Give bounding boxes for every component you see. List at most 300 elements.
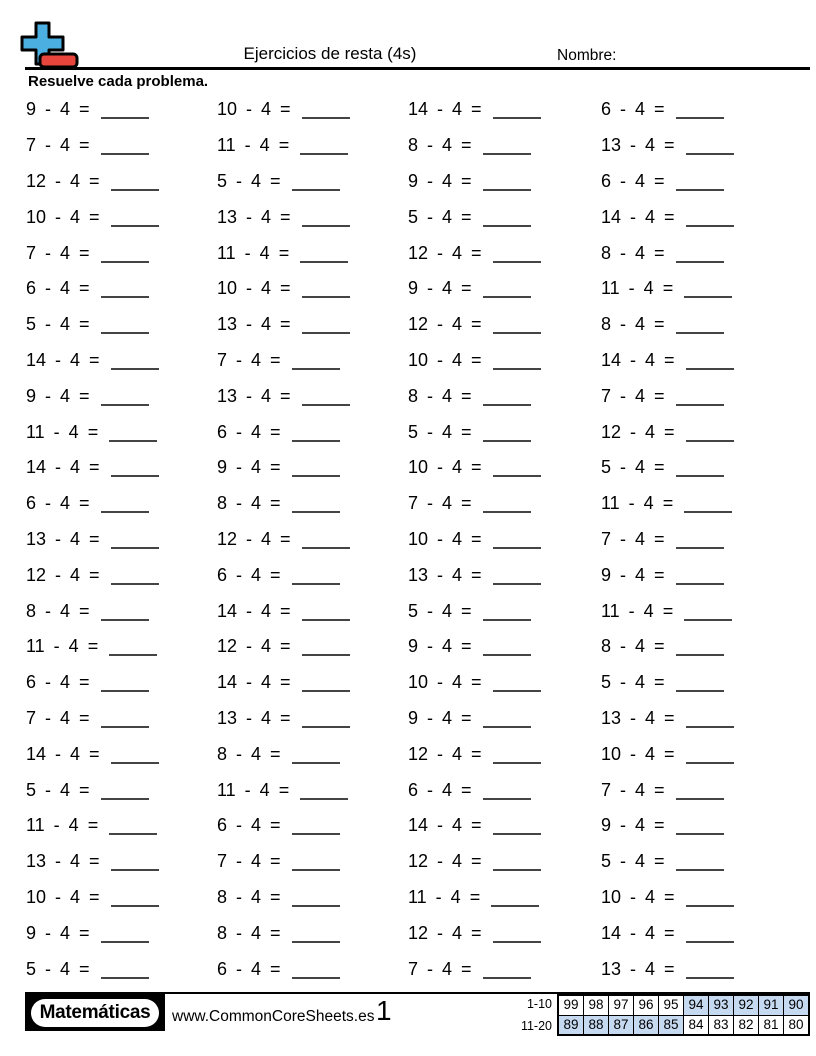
- score-cell: 88: [584, 1016, 609, 1035]
- problem-expression: 13 - 4 =: [217, 206, 291, 227]
- answer-blank[interactable]: [483, 654, 531, 656]
- answer-blank[interactable]: [302, 296, 350, 298]
- brand-logo: Matemáticas: [31, 999, 160, 1027]
- problem: [26, 601, 217, 622]
- answer-blank[interactable]: [300, 261, 348, 263]
- problem-expression: 5 - 4 =: [26, 779, 90, 800]
- problem-expression: 8 - 4 =: [217, 886, 281, 907]
- answer-blank[interactable]: [686, 153, 734, 155]
- answer-blank[interactable]: [101, 798, 149, 800]
- problem-expression: 8 - 4 =: [601, 242, 665, 263]
- score-table: [521, 994, 810, 1036]
- problem-expression: 5 - 4 =: [26, 314, 90, 335]
- problem-expression: 13 - 4 =: [601, 707, 675, 728]
- problem: [26, 780, 217, 801]
- problem-expression: 7 - 4 =: [217, 851, 281, 872]
- score-cell: 95: [659, 996, 684, 1016]
- answer-blank[interactable]: [493, 117, 541, 119]
- answer-blank[interactable]: [111, 905, 159, 907]
- problem-expression: 14 - 4 =: [26, 349, 100, 370]
- problem: [601, 350, 790, 371]
- problem: [26, 708, 217, 729]
- problem: [601, 636, 790, 657]
- score-cell: 91: [759, 996, 784, 1016]
- answer-blank[interactable]: [101, 117, 149, 119]
- problem-expression: 5 - 4 =: [217, 170, 281, 191]
- header-rule: [25, 67, 810, 70]
- answer-blank[interactable]: [109, 654, 157, 656]
- answer-blank[interactable]: [101, 690, 149, 692]
- problem: [408, 780, 601, 801]
- answer-blank[interactable]: [300, 798, 348, 800]
- answer-blank[interactable]: [302, 404, 350, 406]
- problem: [26, 135, 217, 156]
- problem: [408, 959, 601, 980]
- problem: [408, 422, 601, 443]
- answer-blank[interactable]: [684, 619, 732, 621]
- problem-expression: 14 - 4 =: [601, 922, 675, 943]
- problem-expression: 13 - 4 =: [217, 385, 291, 406]
- problem-expression: 11 - 4 =: [601, 278, 674, 299]
- problem-expression: 9 - 4 =: [408, 278, 472, 299]
- problem-expression: 10 - 4 =: [408, 672, 482, 693]
- problem-expression: 12 - 4 =: [217, 636, 291, 657]
- answer-blank[interactable]: [493, 762, 541, 764]
- problem: [601, 887, 790, 908]
- answer-blank[interactable]: [111, 869, 159, 871]
- answer-blank[interactable]: [686, 977, 734, 979]
- answer-blank[interactable]: [101, 296, 149, 298]
- problem-expression: 6 - 4 =: [26, 672, 90, 693]
- score-cell: 97: [609, 996, 634, 1016]
- answer-blank[interactable]: [292, 869, 340, 871]
- score-cell: 98: [584, 996, 609, 1016]
- answer-blank[interactable]: [493, 833, 541, 835]
- problem-expression: 12 - 4 =: [26, 170, 100, 191]
- problem: [26, 565, 217, 586]
- answer-blank[interactable]: [101, 977, 149, 979]
- problem-expression: 9 - 4 =: [408, 636, 472, 657]
- problem-expression: 6 - 4 =: [217, 421, 281, 442]
- problem: [26, 207, 217, 228]
- answer-blank[interactable]: [302, 690, 350, 692]
- problem-expression: 10 - 4 =: [217, 99, 291, 120]
- score-cell: 94: [684, 996, 709, 1016]
- answer-blank[interactable]: [109, 833, 157, 835]
- problem-expression: 12 - 4 =: [408, 314, 482, 335]
- problem: [408, 99, 601, 120]
- website-link[interactable]: www.CommonCoreSheets.es: [172, 1008, 375, 1025]
- answer-blank[interactable]: [292, 475, 340, 477]
- answer-blank[interactable]: [101, 404, 149, 406]
- problem-expression: 6 - 4 =: [601, 99, 665, 120]
- problem-expression: 6 - 4 =: [26, 493, 90, 514]
- page-number: 1: [376, 995, 392, 1026]
- answer-blank[interactable]: [676, 869, 724, 871]
- problem-expression: 14 - 4 =: [26, 743, 100, 764]
- problem-expression: 8 - 4 =: [408, 135, 472, 156]
- answer-blank[interactable]: [483, 296, 531, 298]
- problem-expression: 12 - 4 =: [408, 851, 482, 872]
- answer-blank[interactable]: [292, 977, 340, 979]
- answer-blank[interactable]: [111, 225, 159, 227]
- problem-expression: 12 - 4 =: [26, 564, 100, 585]
- problem-expression: 12 - 4 =: [408, 922, 482, 943]
- problem: [601, 135, 790, 156]
- problem-expression: 11 - 4 =: [408, 886, 481, 907]
- problem-expression: 11 - 4 =: [217, 779, 290, 800]
- score-cell: 86: [634, 1016, 659, 1035]
- answer-blank[interactable]: [302, 547, 350, 549]
- answer-blank[interactable]: [300, 153, 348, 155]
- problem: [601, 923, 790, 944]
- answer-blank[interactable]: [111, 547, 159, 549]
- answer-blank[interactable]: [493, 475, 541, 477]
- problem: [217, 243, 408, 264]
- score-cell: 84: [684, 1016, 709, 1035]
- answer-blank[interactable]: [676, 332, 724, 334]
- problem-expression: 12 - 4 =: [408, 743, 482, 764]
- score-cell: 85: [659, 1016, 684, 1035]
- problem-expression: 5 - 4 =: [601, 851, 665, 872]
- problem: [26, 887, 217, 908]
- answer-blank[interactable]: [676, 189, 724, 191]
- problem: [217, 99, 408, 120]
- answer-blank[interactable]: [493, 332, 541, 334]
- problem: [601, 708, 790, 729]
- problem: [408, 243, 601, 264]
- problem: [217, 708, 408, 729]
- problem: [408, 636, 601, 657]
- name-label: Nombre:: [557, 47, 617, 64]
- problem: [217, 529, 408, 550]
- problem: [217, 422, 408, 443]
- problem-expression: 10 - 4 =: [408, 457, 482, 478]
- problem: [601, 851, 790, 872]
- answer-blank[interactable]: [292, 762, 340, 764]
- score-labels: [521, 994, 557, 1036]
- problem: [217, 565, 408, 586]
- problem-expression: 8 - 4 =: [601, 314, 665, 335]
- problem-expression: 13 - 4 =: [217, 707, 291, 728]
- problem-expression: 6 - 4 =: [217, 958, 281, 979]
- answer-blank[interactable]: [292, 440, 340, 442]
- problem: [601, 243, 790, 264]
- answer-blank[interactable]: [676, 547, 724, 549]
- problem-expression: 6 - 4 =: [217, 564, 281, 585]
- page-title: Ejercicios de resta (4s): [243, 44, 417, 63]
- answer-blank[interactable]: [483, 153, 531, 155]
- problem: [217, 744, 408, 765]
- answer-blank[interactable]: [302, 117, 350, 119]
- score-cell: 90: [784, 996, 808, 1016]
- problem-expression: 7 - 4 =: [26, 242, 90, 263]
- problem-expression: 5 - 4 =: [408, 600, 472, 621]
- problem-expression: 8 - 4 =: [408, 385, 472, 406]
- problem-expression: 9 - 4 =: [408, 170, 472, 191]
- score-cell: 92: [734, 996, 759, 1016]
- answer-blank[interactable]: [292, 583, 340, 585]
- problem-expression: 14 - 4 =: [601, 349, 675, 370]
- answer-blank[interactable]: [493, 869, 541, 871]
- problem: [217, 171, 408, 192]
- problem-expression: 11 - 4 =: [26, 421, 99, 442]
- answer-blank[interactable]: [302, 726, 350, 728]
- problem: [217, 135, 408, 156]
- problem: [408, 815, 601, 836]
- answer-blank[interactable]: [684, 511, 732, 513]
- answer-blank[interactable]: [101, 511, 149, 513]
- problem-expression: 10 - 4 =: [601, 886, 675, 907]
- problem: [26, 923, 217, 944]
- answer-blank[interactable]: [292, 905, 340, 907]
- answer-blank[interactable]: [684, 296, 732, 298]
- answer-blank[interactable]: [101, 726, 149, 728]
- answer-blank[interactable]: [493, 690, 541, 692]
- problem: [217, 386, 408, 407]
- problem-expression: 7 - 4 =: [217, 349, 281, 370]
- problem: [217, 815, 408, 836]
- answer-blank[interactable]: [111, 368, 159, 370]
- score-row: [559, 996, 808, 1016]
- problem: [408, 207, 601, 228]
- answer-blank[interactable]: [101, 941, 149, 943]
- answer-blank[interactable]: [292, 189, 340, 191]
- answer-blank[interactable]: [109, 440, 157, 442]
- answer-blank[interactable]: [101, 619, 149, 621]
- score-cell: 96: [634, 996, 659, 1016]
- answer-blank[interactable]: [483, 726, 531, 728]
- answer-blank[interactable]: [292, 368, 340, 370]
- answer-blank[interactable]: [686, 905, 734, 907]
- score-row-label: 1-10: [526, 997, 552, 1011]
- score-row-label: 11-20: [520, 1019, 552, 1033]
- problem: [26, 493, 217, 514]
- problem: [408, 314, 601, 335]
- problem-expression: 7 - 4 =: [601, 779, 665, 800]
- answer-blank[interactable]: [493, 261, 541, 263]
- problem: [26, 744, 217, 765]
- answer-blank[interactable]: [493, 547, 541, 549]
- answer-blank[interactable]: [302, 332, 350, 334]
- score-cell: 80: [784, 1016, 808, 1035]
- answer-blank[interactable]: [676, 117, 724, 119]
- answer-blank[interactable]: [676, 654, 724, 656]
- problem: [26, 314, 217, 335]
- answer-blank[interactable]: [676, 690, 724, 692]
- problem: [26, 851, 217, 872]
- score-cell: 93: [709, 996, 734, 1016]
- score-grid: [557, 994, 810, 1036]
- problem-expression: 6 - 4 =: [217, 815, 281, 836]
- problem-expression: 5 - 4 =: [26, 958, 90, 979]
- problem-expression: 14 - 4 =: [217, 600, 291, 621]
- answer-blank[interactable]: [493, 368, 541, 370]
- answer-blank[interactable]: [292, 941, 340, 943]
- problem-expression: 12 - 4 =: [217, 528, 291, 549]
- problem: [217, 851, 408, 872]
- problem: [601, 815, 790, 836]
- problem-expression: 13 - 4 =: [601, 958, 675, 979]
- answer-blank[interactable]: [101, 261, 149, 263]
- problem: [217, 601, 408, 622]
- problem: [601, 959, 790, 980]
- answer-blank[interactable]: [483, 511, 531, 513]
- problem-expression: 8 - 4 =: [26, 600, 90, 621]
- answer-blank[interactable]: [676, 475, 724, 477]
- problem: [217, 780, 408, 801]
- problem: [408, 457, 601, 478]
- answer-blank[interactable]: [483, 619, 531, 621]
- problem: [601, 278, 790, 299]
- problem-expression: 13 - 4 =: [26, 851, 100, 872]
- answer-blank[interactable]: [686, 225, 734, 227]
- problem: [408, 493, 601, 514]
- problem-expression: 13 - 4 =: [217, 314, 291, 335]
- problem-expression: 5 - 4 =: [601, 457, 665, 478]
- problem-expression: 9 - 4 =: [26, 385, 90, 406]
- score-cell: 99: [559, 996, 584, 1016]
- answer-blank[interactable]: [676, 261, 724, 263]
- score-cell: 89: [559, 1016, 584, 1035]
- problem: [217, 278, 408, 299]
- problem: [408, 135, 601, 156]
- answer-blank[interactable]: [676, 404, 724, 406]
- score-row: [559, 1016, 808, 1035]
- problem-expression: 11 - 4 =: [26, 815, 99, 836]
- answer-blank[interactable]: [302, 225, 350, 227]
- problem: [601, 422, 790, 443]
- answer-blank[interactable]: [686, 368, 734, 370]
- problem-expression: 10 - 4 =: [601, 743, 675, 764]
- problem: [408, 529, 601, 550]
- problem: [408, 386, 601, 407]
- problem-expression: 5 - 4 =: [408, 421, 472, 442]
- problem: [408, 565, 601, 586]
- problem: [217, 887, 408, 908]
- score-cell: 81: [759, 1016, 784, 1035]
- answer-blank[interactable]: [111, 583, 159, 585]
- answer-blank[interactable]: [101, 332, 149, 334]
- problem: [26, 350, 217, 371]
- problem: [26, 672, 217, 693]
- answer-blank[interactable]: [302, 619, 350, 621]
- answer-blank[interactable]: [493, 583, 541, 585]
- problem: [601, 386, 790, 407]
- problem: [601, 672, 790, 693]
- problem-expression: 7 - 4 =: [601, 385, 665, 406]
- problem: [26, 243, 217, 264]
- problem: [601, 314, 790, 335]
- problem-expression: 9 - 4 =: [217, 457, 281, 478]
- answer-blank[interactable]: [676, 833, 724, 835]
- answer-blank[interactable]: [686, 941, 734, 943]
- answer-blank[interactable]: [686, 762, 734, 764]
- problem: [26, 636, 217, 657]
- problems-grid: [26, 92, 790, 987]
- problem: [217, 350, 408, 371]
- problem: [601, 99, 790, 120]
- problem-expression: 7 - 4 =: [26, 135, 90, 156]
- problem-expression: 7 - 4 =: [601, 528, 665, 549]
- problem-expression: 9 - 4 =: [26, 922, 90, 943]
- answer-blank[interactable]: [676, 583, 724, 585]
- answer-blank[interactable]: [111, 762, 159, 764]
- problem-expression: 9 - 4 =: [601, 564, 665, 585]
- problem-expression: 11 - 4 =: [26, 636, 99, 657]
- answer-blank[interactable]: [483, 977, 531, 979]
- problem-expression: 14 - 4 =: [408, 99, 482, 120]
- problem-expression: 6 - 4 =: [26, 278, 90, 299]
- score-cell: 83: [709, 1016, 734, 1035]
- problem: [26, 422, 217, 443]
- answer-blank[interactable]: [483, 225, 531, 227]
- problem: [408, 672, 601, 693]
- problem: [408, 923, 601, 944]
- problem-expression: 14 - 4 =: [217, 672, 291, 693]
- problem: [408, 851, 601, 872]
- problem-expression: 6 - 4 =: [601, 170, 665, 191]
- answer-blank[interactable]: [493, 941, 541, 943]
- problem: [26, 99, 217, 120]
- answer-blank[interactable]: [302, 654, 350, 656]
- problem: [408, 601, 601, 622]
- problem: [26, 529, 217, 550]
- answer-blank[interactable]: [101, 153, 149, 155]
- answer-blank[interactable]: [111, 189, 159, 191]
- problem: [217, 959, 408, 980]
- problem-expression: 12 - 4 =: [408, 242, 482, 263]
- problem-expression: 9 - 4 =: [408, 707, 472, 728]
- problem-expression: 9 - 4 =: [601, 815, 665, 836]
- problems-column-2: [217, 92, 408, 987]
- score-cell: 82: [734, 1016, 759, 1035]
- answer-blank[interactable]: [292, 833, 340, 835]
- answer-blank[interactable]: [111, 475, 159, 477]
- score-cell: 87: [609, 1016, 634, 1035]
- problems-column-3: [408, 92, 601, 987]
- problems-column-4: [601, 92, 790, 987]
- problem: [217, 207, 408, 228]
- answer-blank[interactable]: [676, 798, 724, 800]
- answer-blank[interactable]: [483, 798, 531, 800]
- problem: [26, 959, 217, 980]
- instruction-text: Resuelve cada problema.: [28, 73, 209, 90]
- problem: [217, 636, 408, 657]
- answer-blank[interactable]: [483, 404, 531, 406]
- answer-blank[interactable]: [686, 726, 734, 728]
- problem: [217, 672, 408, 693]
- problem-expression: 8 - 4 =: [217, 743, 281, 764]
- problem-expression: 10 - 4 =: [217, 278, 291, 299]
- answer-blank[interactable]: [292, 511, 340, 513]
- problem: [601, 601, 790, 622]
- problem-expression: 7 - 4 =: [408, 958, 472, 979]
- answer-blank[interactable]: [491, 905, 539, 907]
- problem-expression: 8 - 4 =: [217, 922, 281, 943]
- problems-column-1: [26, 92, 217, 987]
- answer-blank[interactable]: [483, 189, 531, 191]
- problem: [408, 887, 601, 908]
- problem: [601, 457, 790, 478]
- problem: [26, 386, 217, 407]
- problem: [217, 493, 408, 514]
- problem-expression: 10 - 4 =: [26, 886, 100, 907]
- answer-blank[interactable]: [686, 440, 734, 442]
- problem-expression: 5 - 4 =: [601, 672, 665, 693]
- answer-blank[interactable]: [483, 440, 531, 442]
- problem-expression: 8 - 4 =: [601, 636, 665, 657]
